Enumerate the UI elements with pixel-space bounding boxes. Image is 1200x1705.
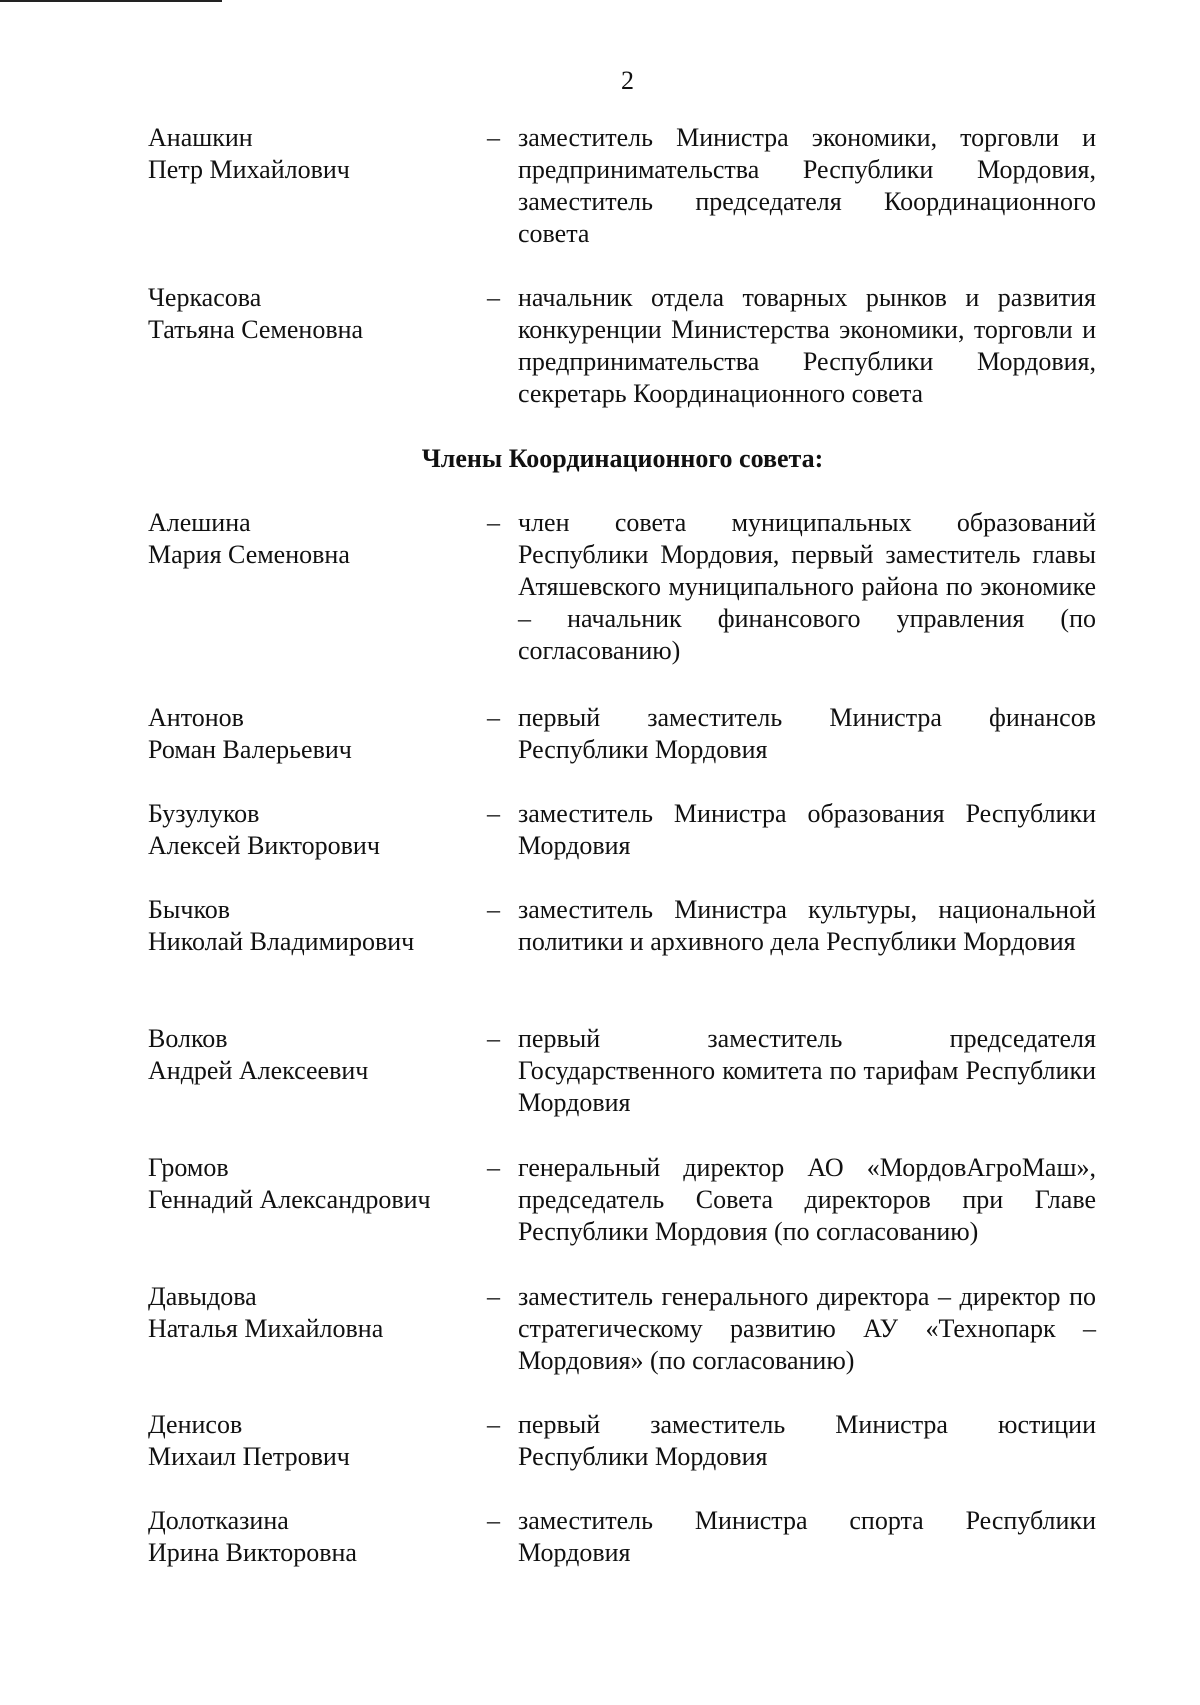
person-role: первый заместитель председателя Государственного комитета по тарифам Республики Мордовия — [518, 1024, 1096, 1117]
person-name — [148, 122, 468, 186]
person-role: заместитель Министра культуры, национальной политики и архивного дела Республики Мордовия — [518, 895, 1096, 956]
person-role: заместитель генерального директора – директор по стратегическому развитию АУ «Технопарк – Мордовия» (по согласованию) — [518, 1282, 1096, 1375]
dash-separator: – — [487, 1506, 500, 1535]
person-surname: Громов — [148, 1153, 229, 1182]
person-surname: Долотказина — [148, 1506, 289, 1535]
person-given-name: Петр Михайлович — [148, 155, 350, 184]
person-name — [148, 702, 468, 766]
person-surname: Алешина — [148, 508, 251, 537]
person-name — [148, 1505, 468, 1569]
person-role: заместитель Министра спорта Республики Мордовия — [518, 1506, 1096, 1567]
person-surname: Бузулуков — [148, 799, 260, 828]
person-given-name: Геннадий Александрович — [148, 1185, 431, 1214]
dash-separator: – — [487, 703, 500, 732]
person-given-name: Михаил Петрович — [148, 1442, 350, 1471]
person-surname: Денисов — [148, 1410, 243, 1439]
dash-separator: – — [487, 1282, 500, 1311]
page-number: 2 — [621, 66, 634, 95]
person-given-name: Татьяна Семеновна — [148, 315, 364, 344]
dash-separator: – — [487, 895, 500, 924]
person-name — [148, 1023, 468, 1087]
person-name — [148, 1281, 468, 1345]
person-name — [148, 894, 468, 958]
person-surname: Антонов — [148, 703, 244, 732]
person-name — [148, 798, 468, 862]
dash-separator: – — [487, 1153, 500, 1182]
person-surname: Волков — [148, 1024, 228, 1053]
person-role: заместитель Министра экономики, торговли и предпринимательства Республики Мордовия, заместитель председателя Координационного совета — [518, 123, 1096, 248]
person-given-name: Наталья Михайловна — [148, 1314, 384, 1343]
person-name — [148, 1409, 468, 1473]
person-given-name: Алексей Викторович — [148, 831, 380, 860]
dash-separator: – — [487, 123, 500, 152]
dash-separator: – — [487, 799, 500, 828]
person-name — [148, 282, 468, 346]
top-left-rule — [0, 0, 222, 2]
person-role: член совета муниципальных образований Республики Мордовия, первый заместитель главы Атяшевского муниципального района по экономике – начальник финансового управления (по согласованию) — [518, 508, 1096, 665]
person-role: начальник отдела товарных рынков и развития конкуренции Министерства экономики, торговли и предпринимательства Республики Мордовия, секретарь Координационного совета — [518, 283, 1096, 408]
person-role: первый заместитель Министра финансов Республики Мордовия — [518, 703, 1096, 764]
person-given-name: Мария Семеновна — [148, 540, 350, 569]
dash-separator: – — [487, 283, 500, 312]
person-role: генеральный директор АО «МордовАгроМаш», председатель Совета директоров при Главе Республики Мордовия (по согласованию) — [518, 1153, 1096, 1246]
person-name — [148, 1152, 468, 1216]
dash-separator: – — [487, 508, 500, 537]
dash-separator: – — [487, 1024, 500, 1053]
section-heading: Члены Координационного совета: — [421, 444, 824, 473]
person-surname: Бычков — [148, 895, 231, 924]
person-name — [148, 507, 468, 571]
person-given-name: Роман Валерьевич — [148, 735, 352, 764]
person-given-name: Николай Владимирович — [148, 927, 415, 956]
person-surname: Анашкин — [148, 123, 253, 152]
person-surname: Черкасова — [148, 283, 262, 312]
person-surname: Давыдова — [148, 1282, 257, 1311]
person-given-name: Андрей Алексеевич — [148, 1056, 369, 1085]
dash-separator: – — [487, 1410, 500, 1439]
person-role: заместитель Министра образования Республики Мордовия — [518, 799, 1096, 860]
person-given-name: Ирина Викторовна — [148, 1538, 357, 1567]
person-role: первый заместитель Министра юстиции Республики Мордовия — [518, 1410, 1096, 1471]
